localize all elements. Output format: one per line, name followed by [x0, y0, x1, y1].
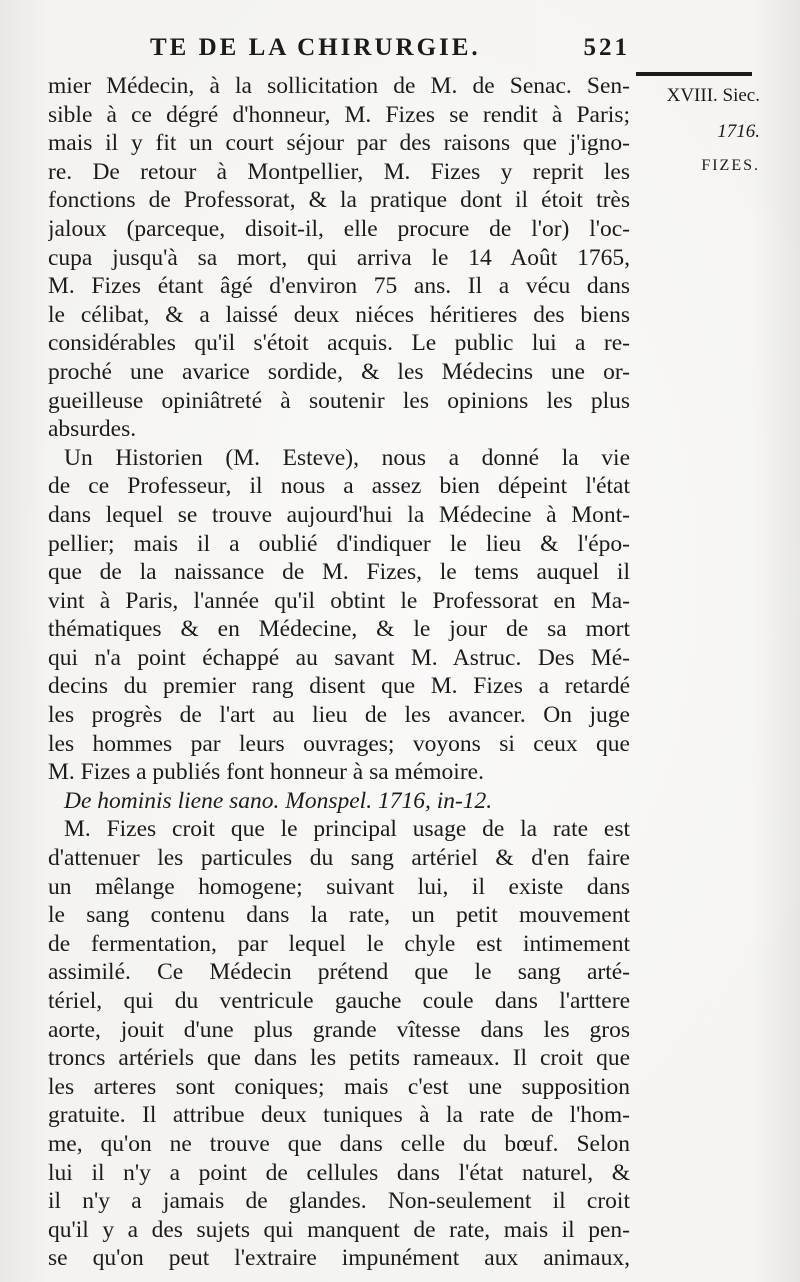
text-line: pellier; mais il a oublié d'indiquer le lieu & l'épo-	[48, 530, 630, 557]
text-line: mier Médecin, à la sollicitation de M. de Senac. Sen-	[48, 73, 630, 99]
text-line: me, qu'on ne trouve que dans celle du bœuf. Selon	[48, 1130, 630, 1157]
text-line: il n'y a jamais de glandes. Non-seulement il croit	[48, 1188, 630, 1215]
text-line: un mêlange homogene; suivant lui, il existe dans	[48, 873, 630, 900]
text-line: les arteres sont coniques; mais c'est une supposition	[48, 1073, 630, 1100]
text-line: thématiques & en Médecine, & le jour de sa mort	[48, 616, 630, 643]
text-line: cupa jusqu'à sa mort, qui arriva le 14 Août 1765,	[48, 244, 630, 271]
text-line: Un Historien (M. Esteve), nous a donné la vie	[64, 444, 630, 471]
text-line: gueilleuse opiniâtreté à soutenir les opinions les plus	[48, 387, 630, 414]
text-line: que de la naissance de M. Fizes, le tems auquel il	[48, 559, 630, 586]
text-line: le sang contenu dans la rate, un petit mouvement	[48, 902, 630, 929]
text-line: d'attenuer les particules du sang artériel & d'en faire	[48, 845, 630, 872]
text-line: qu'il y a des sujets qui manquent de rate, mais il pen-	[48, 1216, 630, 1243]
text-line: les hommes par leurs ouvrages; voyons si ceux que	[48, 730, 630, 757]
margin-name: FIZES.	[701, 157, 760, 174]
text-line: se qu'on peut l'extraire impunément aux animaux,	[48, 1245, 630, 1272]
text-line: sible à ce dégré d'honneur, M. Fizes se rendit à Paris;	[48, 101, 630, 128]
running-head: TE DE LA CHIRURGIE.	[150, 34, 481, 61]
margin-notes	[640, 82, 760, 180]
text-line: considérables qu'il s'étoit acquis. Le public lui a re-	[48, 330, 630, 357]
margin-year: 1716.	[717, 121, 760, 142]
text-line: de ce Professeur, il nous a assez bien dépeint l'état	[48, 473, 630, 500]
page-body	[48, 72, 630, 1273]
text-line: aorte, jouit d'une plus grande vîtesse dans les gros	[48, 1016, 630, 1043]
text-line: M. Fizes a publiés font honneur à sa mémoire.	[48, 759, 484, 786]
text-line: jaloux (parceque, disoit-il, elle procure de l'or) l'oc-	[48, 215, 630, 242]
text-line: gratuite. Il attribue deux tuniques à la rate de l'hom-	[48, 1102, 630, 1129]
text-line: le célibat, & a laissé deux niéces héritieres des biens	[48, 301, 630, 328]
text-line: decins du premier rang disent que M. Fizes a retardé	[48, 673, 630, 700]
text-line: dans lequel se trouve aujourd'hui la Médecine à Mont-	[48, 501, 630, 528]
text-line: qui n'a point échappé au savant M. Astruc. Des Mé-	[48, 644, 630, 671]
page-header	[150, 34, 630, 70]
margin-century: XVIII. Siec.	[666, 85, 760, 106]
text-line: proché une avarice sordide, & les Médecins une or-	[48, 358, 630, 385]
text-line: fonctions de Professorat, & la pratique dont il étoit très	[48, 187, 630, 214]
text-line: tériel, qui du ventricule gauche coule dans l'arttere	[48, 988, 630, 1014]
text-line: les progrès de l'art au lieu de les avancer. On juge	[48, 702, 630, 729]
text-line: troncs artériels que dans les petits rameaux. Il croit que	[48, 1045, 630, 1072]
text-line: re. De retour à Montpellier, M. Fizes y reprit les	[48, 158, 630, 185]
work-title: De hominis liene sano. Monspel. 1716, in-12.	[64, 787, 493, 814]
margin-rule	[636, 72, 752, 76]
text-line: vint à Paris, l'année qu'il obtint le Professorat en Ma-	[48, 587, 630, 614]
text-line: absurdes.	[48, 416, 137, 443]
text-line: M. Fizes croit que le principal usage de la rate est	[64, 816, 630, 843]
text-line: assimilé. Ce Médecin prétend que le sang arté-	[48, 959, 630, 986]
text-line: M. Fizes étant âgé d'environ 75 ans. Il a vécu dans	[48, 273, 630, 300]
text-line: de fermentation, par lequel le chyle est intimement	[48, 930, 630, 957]
page-number: 521	[583, 34, 630, 61]
text-line: mais il y fit un court séjour par des raisons que j'igno-	[48, 130, 630, 157]
text-line: lui il n'y a point de cellules dans l'état naturel, &	[48, 1159, 630, 1186]
